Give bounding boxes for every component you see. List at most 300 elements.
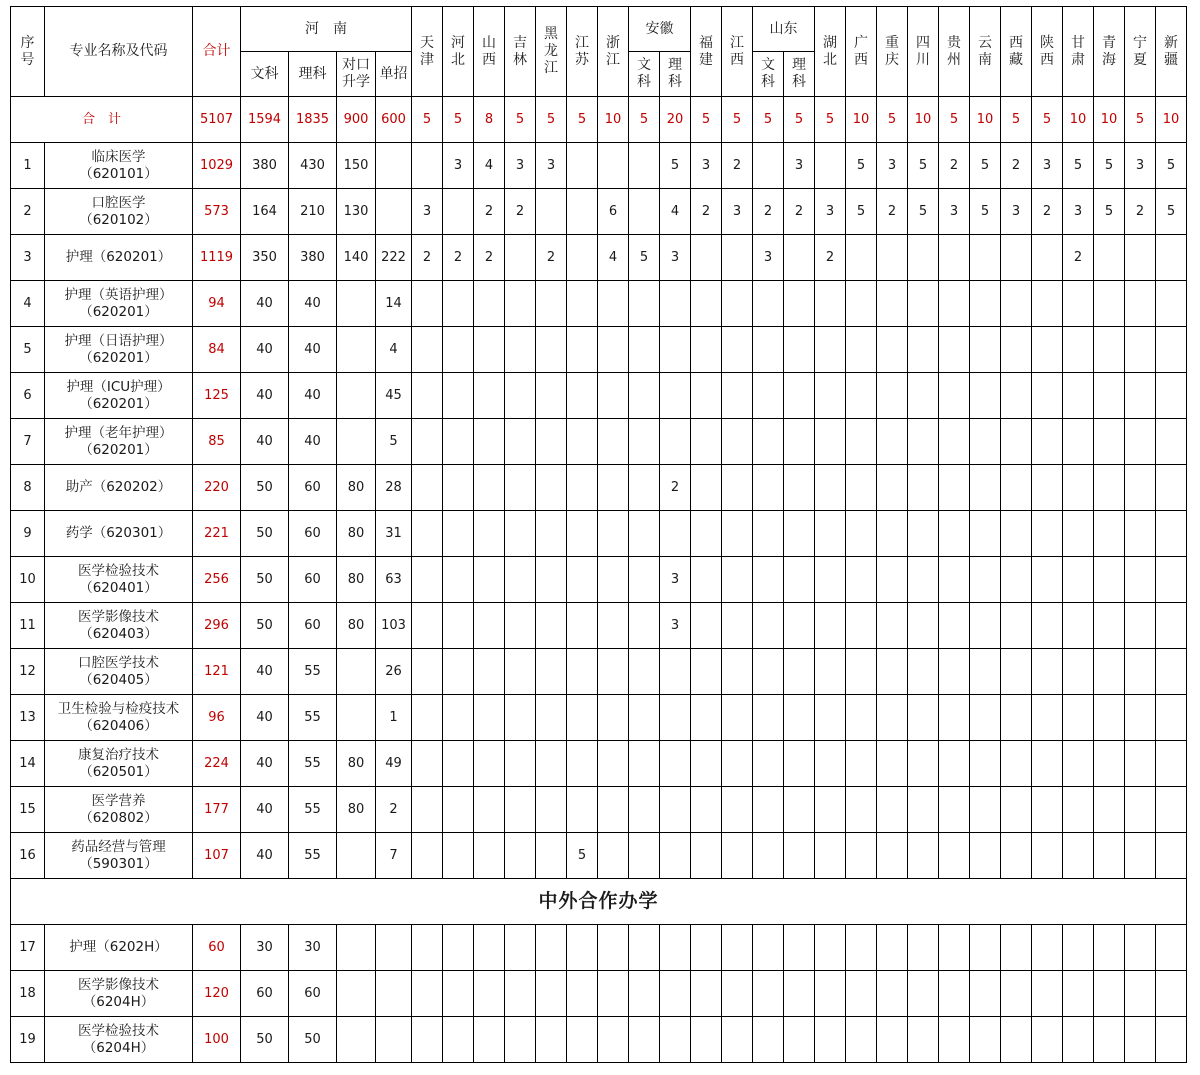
row-cell (753, 925, 784, 971)
row-seq: 11 (11, 603, 45, 649)
row-cell (505, 281, 536, 327)
row-cell (1063, 511, 1094, 557)
row-cell (815, 281, 846, 327)
row-cell: 5 (1063, 143, 1094, 189)
row-cell (412, 465, 443, 511)
row-cell: 55 (289, 833, 337, 879)
row-cell (753, 419, 784, 465)
row-cell (908, 603, 939, 649)
row-total: 256 (193, 557, 241, 603)
row-cell (536, 557, 567, 603)
header-shandong-sub (753, 52, 784, 97)
row-cell: 3 (660, 235, 691, 281)
row-cell (443, 649, 474, 695)
row-total: 177 (193, 787, 241, 833)
row-cell (536, 787, 567, 833)
row-cell (474, 511, 505, 557)
row-cell (443, 281, 474, 327)
row-cell (629, 189, 660, 235)
row-cell (846, 741, 877, 787)
row-cell (567, 511, 598, 557)
row-cell (337, 649, 376, 695)
row-cell (660, 833, 691, 879)
row-cell (536, 833, 567, 879)
row-total: 220 (193, 465, 241, 511)
row-cell (753, 373, 784, 419)
row-cell (629, 603, 660, 649)
row-cell (722, 511, 753, 557)
row-cell (443, 695, 474, 741)
row-cell (970, 419, 1001, 465)
row-cell (908, 235, 939, 281)
row-cell (505, 741, 536, 787)
row-cell: 5 (908, 143, 939, 189)
row-cell (1094, 511, 1125, 557)
row-major-name: 口腔医学 （620102） (45, 189, 193, 235)
row-cell (474, 695, 505, 741)
row-cell (939, 511, 970, 557)
row-cell (598, 327, 629, 373)
header-label: 序 号 (20, 34, 35, 68)
row-cell (1125, 833, 1156, 879)
row-cell: 2 (376, 787, 412, 833)
row-cell (1125, 419, 1156, 465)
row-cell: 28 (376, 465, 412, 511)
row-total: 296 (193, 603, 241, 649)
row-seq: 8 (11, 465, 45, 511)
row-cell (939, 327, 970, 373)
row-cell: 3 (1063, 189, 1094, 235)
row-major-name: 护理（ICU护理） （620201） (45, 373, 193, 419)
row-cell: 2 (443, 235, 474, 281)
row-cell (1125, 787, 1156, 833)
row-cell (567, 741, 598, 787)
row-seq: 12 (11, 649, 45, 695)
row-cell: 26 (376, 649, 412, 695)
row-cell: 40 (241, 787, 289, 833)
row-cell (536, 373, 567, 419)
row-cell: 5 (1094, 189, 1125, 235)
row-cell (815, 373, 846, 419)
row-major-name: 药品经营与管理 （590301） (45, 833, 193, 879)
row-cell (443, 465, 474, 511)
total-cell: 1835 (289, 97, 337, 143)
row-cell (846, 373, 877, 419)
row-cell (722, 603, 753, 649)
header-province (1063, 7, 1094, 97)
row-cell (939, 603, 970, 649)
row-cell (1001, 603, 1032, 649)
row-cell (598, 511, 629, 557)
row-cell: 40 (241, 649, 289, 695)
header-label: 文 科 (637, 57, 651, 90)
row-cell (877, 511, 908, 557)
row-cell: 3 (877, 143, 908, 189)
row-cell (784, 925, 815, 971)
row-cell (908, 649, 939, 695)
row-cell: 5 (1094, 143, 1125, 189)
header-shandong: 山东 (753, 7, 815, 52)
row-cell (1156, 235, 1187, 281)
row-cell (691, 465, 722, 511)
row-total: 125 (193, 373, 241, 419)
row-cell (970, 557, 1001, 603)
row-cell: 3 (443, 143, 474, 189)
row-cell (1063, 649, 1094, 695)
row-cell (1094, 695, 1125, 741)
row-cell: 60 (289, 971, 337, 1017)
row-cell (1156, 465, 1187, 511)
row-cell: 40 (241, 373, 289, 419)
header-label: 吉 林 (513, 34, 527, 68)
row-cell: 50 (289, 1017, 337, 1063)
row-cell (629, 833, 660, 879)
total-cell: 5 (939, 97, 970, 143)
row-cell (412, 281, 443, 327)
header-henan-sub: 文科 (241, 52, 289, 97)
row-cell (753, 649, 784, 695)
row-cell: 3 (660, 603, 691, 649)
row-cell: 3 (1125, 143, 1156, 189)
row-cell: 3 (691, 143, 722, 189)
header-seq (11, 7, 45, 97)
row-cell (1094, 327, 1125, 373)
row-cell (567, 925, 598, 971)
row-cell (908, 971, 939, 1017)
row-cell (877, 327, 908, 373)
row-cell (1156, 971, 1187, 1017)
row-cell (505, 833, 536, 879)
row-cell: 50 (241, 1017, 289, 1063)
row-cell (908, 281, 939, 327)
row-cell (784, 327, 815, 373)
row-cell (536, 327, 567, 373)
row-cell (846, 833, 877, 879)
section-title: 中外合作办学 (11, 879, 1187, 925)
row-cell: 350 (241, 235, 289, 281)
header-label: 西 藏 (1009, 34, 1023, 68)
row-cell: 2 (474, 189, 505, 235)
row-cell: 5 (1156, 143, 1187, 189)
row-cell: 430 (289, 143, 337, 189)
row-cell: 2 (784, 189, 815, 235)
row-cell (443, 511, 474, 557)
row-cell (443, 603, 474, 649)
row-cell (1063, 971, 1094, 1017)
table-row (11, 235, 1187, 281)
row-cell (660, 787, 691, 833)
row-cell (1001, 557, 1032, 603)
row-cell (691, 281, 722, 327)
row-cell (877, 373, 908, 419)
header-label: 河 北 (451, 34, 465, 68)
total-cell: 600 (376, 97, 412, 143)
row-cell: 63 (376, 557, 412, 603)
row-cell (629, 649, 660, 695)
row-cell (598, 419, 629, 465)
row-cell: 60 (241, 971, 289, 1017)
row-cell (567, 143, 598, 189)
header-major-name: 专业名称及代码 (45, 7, 193, 97)
row-cell: 40 (241, 327, 289, 373)
row-cell (877, 603, 908, 649)
row-cell (598, 787, 629, 833)
row-cell (970, 833, 1001, 879)
row-cell (412, 649, 443, 695)
row-cell (474, 1017, 505, 1063)
row-cell (1063, 419, 1094, 465)
row-cell (939, 281, 970, 327)
row-seq: 16 (11, 833, 45, 879)
row-cell (753, 787, 784, 833)
row-cell (753, 511, 784, 557)
row-seq: 18 (11, 971, 45, 1017)
total-label: 合 计 (11, 97, 193, 143)
row-cell (660, 281, 691, 327)
row-cell (877, 649, 908, 695)
row-cell (443, 189, 474, 235)
row-cell (691, 235, 722, 281)
row-cell: 50 (241, 603, 289, 649)
row-cell (939, 465, 970, 511)
row-cell (908, 787, 939, 833)
row-cell (660, 649, 691, 695)
row-cell (939, 971, 970, 1017)
row-cell: 3 (660, 557, 691, 603)
row-cell (939, 695, 970, 741)
header-label: 新 疆 (1164, 34, 1178, 68)
header-label: 云 南 (978, 34, 992, 68)
total-cell: 20 (660, 97, 691, 143)
row-cell (1001, 511, 1032, 557)
header-province (815, 7, 846, 97)
header-henan-sub: 单招 (376, 52, 412, 97)
row-cell (629, 465, 660, 511)
row-seq: 19 (11, 1017, 45, 1063)
header-henan-sub: 对口 升学 (337, 52, 376, 97)
row-cell (1001, 419, 1032, 465)
row-cell (1094, 833, 1125, 879)
row-cell: 40 (289, 281, 337, 327)
row-cell: 2 (412, 235, 443, 281)
row-cell (1094, 281, 1125, 327)
header-label: 浙 江 (606, 34, 620, 68)
row-cell (629, 971, 660, 1017)
row-cell: 2 (660, 465, 691, 511)
row-cell (567, 189, 598, 235)
row-seq: 5 (11, 327, 45, 373)
row-cell (337, 833, 376, 879)
row-cell: 3 (784, 143, 815, 189)
row-cell (1156, 787, 1187, 833)
row-cell (567, 695, 598, 741)
row-cell (846, 419, 877, 465)
row-cell: 50 (241, 557, 289, 603)
row-cell (567, 971, 598, 1017)
row-cell (505, 557, 536, 603)
row-cell (1156, 511, 1187, 557)
row-cell (1063, 925, 1094, 971)
row-cell (877, 557, 908, 603)
row-cell (1156, 741, 1187, 787)
row-cell: 5 (629, 235, 660, 281)
row-total: 100 (193, 1017, 241, 1063)
row-cell (1125, 373, 1156, 419)
row-cell (443, 833, 474, 879)
header-total: 合计 (193, 7, 241, 97)
row-cell: 55 (289, 741, 337, 787)
row-cell: 31 (376, 511, 412, 557)
row-cell (722, 925, 753, 971)
table-row (11, 373, 1187, 419)
row-cell (474, 649, 505, 695)
row-cell (629, 925, 660, 971)
row-cell (536, 1017, 567, 1063)
row-cell: 5 (970, 143, 1001, 189)
row-cell (846, 695, 877, 741)
row-cell (722, 281, 753, 327)
row-cell (1094, 649, 1125, 695)
row-cell (691, 649, 722, 695)
row-cell (970, 281, 1001, 327)
header-label: 重 庆 (885, 34, 899, 68)
header-label: 四 川 (916, 34, 930, 68)
row-cell: 150 (337, 143, 376, 189)
row-cell (846, 557, 877, 603)
row-cell (376, 971, 412, 1017)
row-cell (1032, 649, 1063, 695)
row-seq: 17 (11, 925, 45, 971)
row-cell (412, 327, 443, 373)
row-cell (536, 741, 567, 787)
row-total: 84 (193, 327, 241, 373)
table-row (11, 327, 1187, 373)
row-cell (877, 971, 908, 1017)
row-cell (474, 557, 505, 603)
header-henan: 河 南 (241, 7, 412, 52)
row-cell (939, 373, 970, 419)
row-cell (1094, 373, 1125, 419)
header-row (11, 7, 1187, 52)
row-cell (877, 925, 908, 971)
row-cell: 55 (289, 695, 337, 741)
row-cell (1063, 373, 1094, 419)
header-label: 理 科 (792, 57, 806, 90)
row-cell (753, 603, 784, 649)
row-cell (1156, 1017, 1187, 1063)
row-cell (784, 971, 815, 1017)
row-cell (629, 373, 660, 419)
row-cell (970, 787, 1001, 833)
row-cell (567, 465, 598, 511)
row-cell (1125, 971, 1156, 1017)
row-cell (877, 235, 908, 281)
row-cell (598, 281, 629, 327)
row-cell (970, 465, 1001, 511)
row-cell (970, 603, 1001, 649)
row-cell (337, 419, 376, 465)
row-total: 60 (193, 925, 241, 971)
row-cell: 30 (289, 925, 337, 971)
row-cell (536, 971, 567, 1017)
row-cell (939, 419, 970, 465)
row-cell (877, 695, 908, 741)
total-cell: 5 (877, 97, 908, 143)
row-cell (629, 1017, 660, 1063)
total-cell: 5 (536, 97, 567, 143)
row-cell (337, 1017, 376, 1063)
row-cell (908, 925, 939, 971)
row-cell: 3 (939, 189, 970, 235)
row-cell (505, 465, 536, 511)
row-cell (1094, 235, 1125, 281)
row-cell (505, 787, 536, 833)
row-cell (660, 925, 691, 971)
row-cell (753, 971, 784, 1017)
row-cell (505, 1017, 536, 1063)
row-cell (691, 695, 722, 741)
table-row (11, 465, 1187, 511)
header-label: 甘 肃 (1071, 34, 1085, 68)
row-cell (567, 557, 598, 603)
table-row (11, 1017, 1187, 1063)
row-cell (784, 465, 815, 511)
row-major-name: 医学检验技术 （6204H） (45, 1017, 193, 1063)
row-cell: 380 (241, 143, 289, 189)
row-cell (691, 741, 722, 787)
row-cell (1125, 557, 1156, 603)
table-row (11, 971, 1187, 1017)
header-province (1125, 7, 1156, 97)
header-province (412, 7, 443, 97)
row-cell (629, 557, 660, 603)
header-anhui-sub (660, 52, 691, 97)
row-cell (815, 603, 846, 649)
row-seq: 1 (11, 143, 45, 189)
header-province (1001, 7, 1032, 97)
row-cell (505, 971, 536, 1017)
row-cell (1032, 281, 1063, 327)
row-cell (443, 741, 474, 787)
row-cell (691, 925, 722, 971)
row-cell (1094, 603, 1125, 649)
row-cell (877, 465, 908, 511)
row-cell (691, 971, 722, 1017)
row-cell: 222 (376, 235, 412, 281)
row-seq: 4 (11, 281, 45, 327)
row-total: 573 (193, 189, 241, 235)
row-cell (1156, 603, 1187, 649)
total-cell: 5107 (193, 97, 241, 143)
row-cell: 60 (289, 465, 337, 511)
row-cell (691, 511, 722, 557)
row-cell (443, 373, 474, 419)
row-cell: 2 (1125, 189, 1156, 235)
row-cell (660, 741, 691, 787)
row-cell (567, 787, 598, 833)
row-cell (939, 833, 970, 879)
row-cell: 4 (598, 235, 629, 281)
row-cell (722, 741, 753, 787)
table-row (11, 649, 1187, 695)
row-cell (1094, 557, 1125, 603)
row-cell (412, 741, 443, 787)
row-cell: 5 (567, 833, 598, 879)
row-cell: 40 (241, 833, 289, 879)
row-major-name: 药学（620301） (45, 511, 193, 557)
row-cell: 40 (241, 695, 289, 741)
row-cell (505, 511, 536, 557)
